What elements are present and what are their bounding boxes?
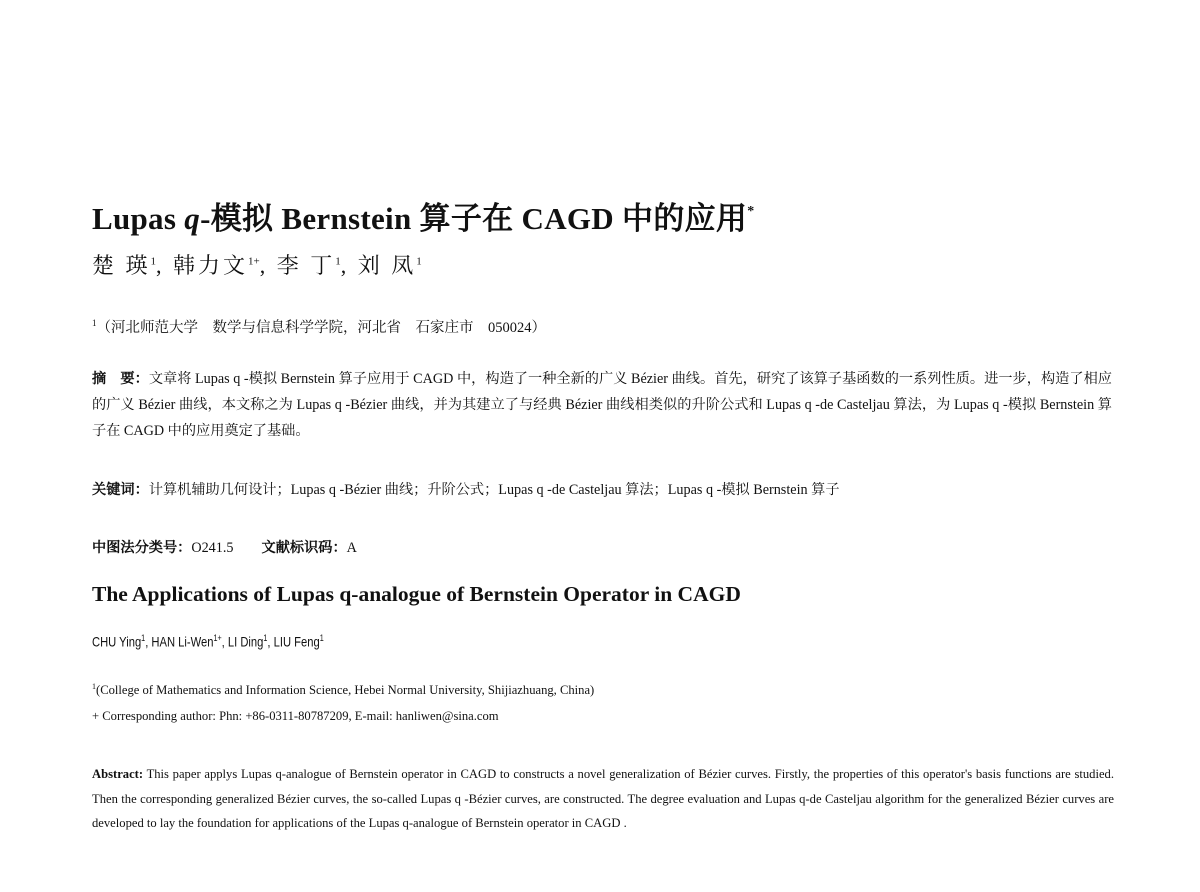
- chinese-keywords-label: 关键词：: [92, 482, 149, 498]
- chinese-author-name: 刘 凤: [357, 253, 417, 278]
- chinese-abstract-label: 摘 要：: [92, 371, 149, 387]
- chinese-abstract: [92, 366, 1112, 444]
- english-author-name: LI Ding: [227, 633, 264, 650]
- author-separator: ,: [145, 633, 152, 650]
- classification-line: [92, 537, 357, 557]
- author-separator: ,: [340, 253, 358, 278]
- chinese-title: [92, 193, 755, 238]
- clc-label: 中图法分类号：: [92, 540, 192, 556]
- english-author-name: CHU Ying: [92, 633, 142, 650]
- author-separator: ,: [267, 633, 274, 650]
- document-code-value: A: [346, 540, 357, 556]
- chinese-affiliation: [92, 316, 546, 337]
- chinese-keywords: [92, 479, 840, 499]
- english-author-name: HAN Li-Wen: [151, 633, 214, 650]
- author-separator: ,: [221, 633, 228, 650]
- english-authors: [92, 633, 324, 650]
- author-mark: 1: [416, 255, 422, 268]
- english-title: The Applications of Lupas q-analogue of Bernstein Operator in CAGD: [92, 582, 741, 606]
- english-abstract-text: This paper applys Lupas q-analogue of Bernstein operator in CAGD to constructs a novel generalization of Bézier curves. Firstly, the properties of this operator's basis functions are studied. Then the corresponding generalized Bézier curves, the so-called Lupas q -Bézier curves, are constructed. The degree evaluation and Lupas q-de Casteljau algorithm for the generalized Bézier curves are developed to lay the foundation for applications of the Lupas q-analogue of Bernstein operator in CAGD .: [92, 767, 1114, 830]
- english-author-name: LIU Feng: [273, 633, 320, 650]
- author-separator: ,: [259, 253, 277, 278]
- chinese-abstract-text: 文章将 Lupas q -模拟 Bernstein 算子应用于 CAGD 中，构造了一种全新的广义 Bézier 曲线。首先，研究了该算子基函数的一系列性质。进一步，构造了相应的广义 Bézier 曲线，本文称之为 Lupas q -Bézier 曲线，并为其建立了与经典 Bézier 曲线相类似的升阶公式和 Lupas q -de Casteljau 算法，为 Lupas q -模拟 Bernstein 算子在 CAGD 中的应用奠定了基础。: [92, 371, 1112, 439]
- chinese-keywords-text: 计算机辅助几何设计；Lupas q -Bézier 曲线；升阶公式；Lupas q -de Casteljau 算法；Lupas q -模拟 Bernstein 算子: [148, 482, 840, 498]
- english-abstract: [92, 762, 1114, 836]
- english-affiliation-text: (College of Mathematics and Information Science, Hebei Normal University, Shijiazhuang, China): [96, 683, 595, 698]
- chinese-author-name: 韩力文: [173, 253, 249, 278]
- author-mark: 1: [263, 633, 268, 643]
- chinese-title-q: q: [184, 201, 201, 236]
- author-mark: 1: [319, 633, 324, 643]
- title-footnote-mark: *: [747, 204, 755, 219]
- author-mark: 1: [150, 255, 157, 268]
- chinese-authors: [92, 249, 422, 280]
- author-mark: 1: [335, 255, 341, 268]
- chinese-title-part-2: -模拟 Bernstein 算子在 CAGD 中的应用: [200, 201, 748, 236]
- author-mark: 1+: [213, 633, 222, 643]
- chinese-affiliation-text: （河北师范大学 数学与信息科学学院，河北省 石家庄市 050024）: [96, 320, 546, 336]
- author-mark: 1+: [248, 255, 260, 268]
- english-affiliation: [92, 682, 594, 698]
- author-mark: 1: [141, 633, 146, 643]
- chinese-title-part-1: Lupas: [92, 201, 185, 236]
- chinese-author-name: 李 丁: [276, 253, 336, 278]
- document-code-label: 文献标识码：: [261, 540, 347, 556]
- affiliation-mark: 1: [92, 318, 97, 329]
- author-separator: ,: [156, 253, 174, 278]
- english-abstract-label: Abstract:: [92, 767, 144, 781]
- corresponding-author: + Corresponding author: Phn: +86-0311-80787209, E-mail: hanliwen@sina.com: [92, 709, 499, 723]
- chinese-author-name: 楚 瑛: [92, 253, 151, 278]
- clc-value: O241.5: [191, 540, 234, 556]
- affiliation-mark: 1: [92, 682, 96, 691]
